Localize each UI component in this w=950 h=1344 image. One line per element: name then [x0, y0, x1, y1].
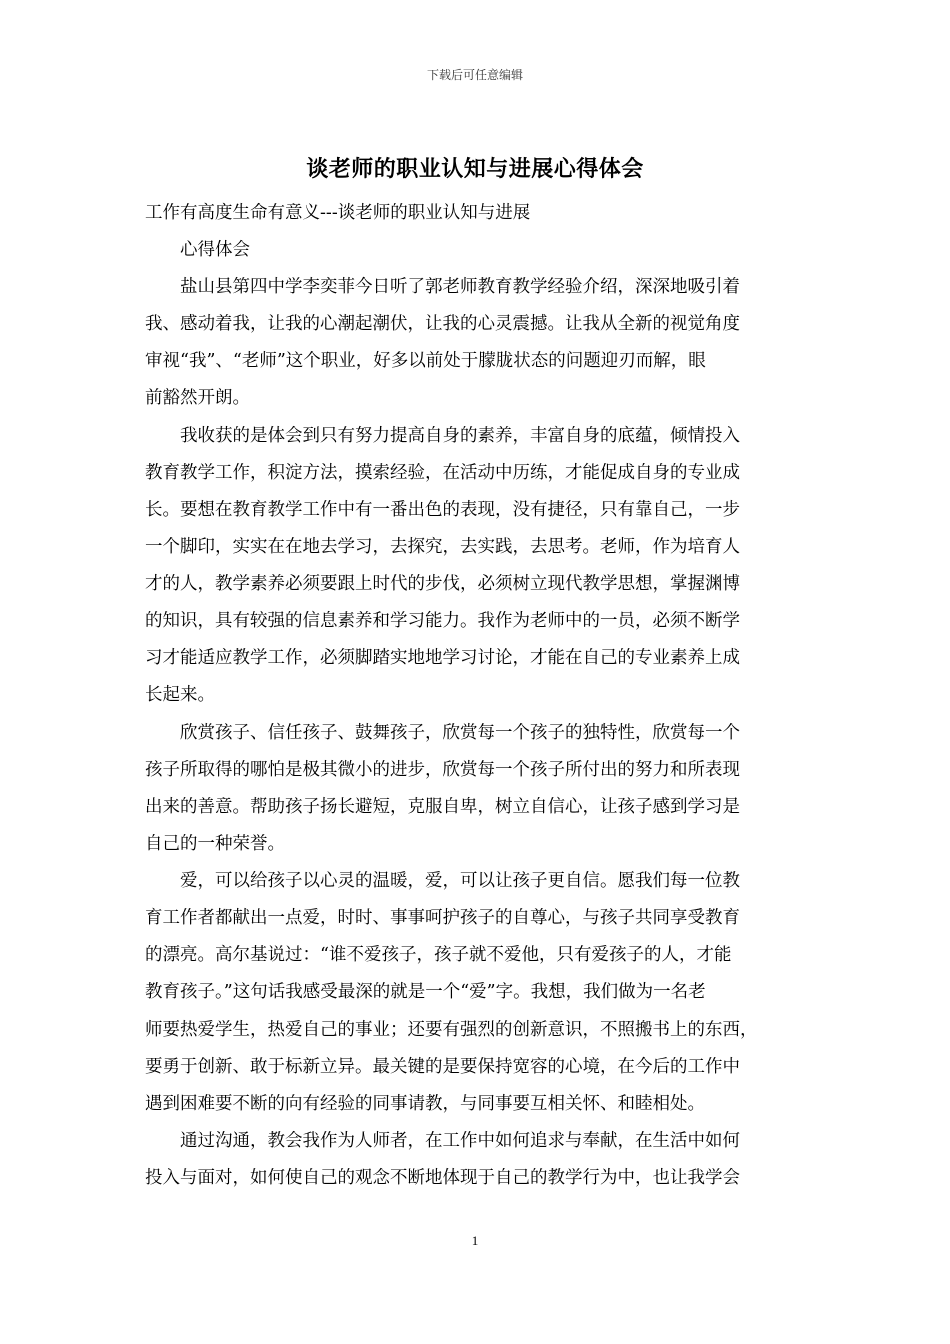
text-line: 前豁然开朗。 — [145, 388, 250, 408]
text-line: 盐山县第四中学李奕菲今日听了郭老师教育教学经验介绍，深深地吸引着 — [145, 277, 740, 297]
page-header: 下载后可任意编辑 — [426, 68, 523, 82]
text-line: 我、感动着我，让我的心潮起潮伏，让我的心灵震撼。让我从全新的视觉角度 — [145, 314, 740, 334]
text-line: 师要热爱学生，热爱自己的事业；还要有强烈的创新意识，不照搬书上的东西， — [145, 1020, 758, 1040]
text-line: 出来的善意。帮助孩子扬长避短，克服自卑，树立自信心，让孩子感到学习是 — [145, 797, 740, 817]
text-line: 遇到困难要不断的向有经验的同事请教，与同事要互相关怀、和睦相处。 — [145, 1094, 705, 1114]
text-line: 的漂亮。高尔基说过：“谁不爱孩子，孩子就不爱他，只有爱孩子的人，才能 — [145, 945, 732, 965]
page-number: 1 — [471, 1233, 479, 1248]
text-line: 教育孩子。”这句话我感受最深的就是一个“爱”字。我想，我们做为一名老 — [145, 982, 706, 1002]
text-line: 通过沟通，教会我作为人师者，在工作中如何追求与奉献，在生活中如何 — [145, 1131, 740, 1151]
text-line: 投入与面对，如何使自己的观念不断地体现于自己的教学行为中，也让我学会 — [145, 1168, 740, 1188]
text-line: 自己的一种荣誉。 — [145, 834, 285, 854]
text-line: 孩子所取得的哪怕是极其微小的进步，欣赏每一个孩子所付出的努力和所表现 — [145, 760, 740, 780]
text-line: 长。要想在教育教学工作中有一番出色的表现，没有捷径，只有靠自己，一步 — [145, 500, 740, 520]
text-line: 育工作者都献出一点爱，时时、事事呵护孩子的自尊心，与孩子共同享受教育 — [145, 908, 740, 928]
text-line: 要勇于创新、敢于标新立异。最关键的是要保持宽容的心境，在今后的工作中 — [145, 1057, 740, 1077]
text-line: 审视“我”、“老师”这个职业，好多以前处于朦胧状态的问题迎刃而解，眼 — [145, 351, 706, 371]
text-line: 长起来。 — [145, 685, 215, 705]
text-line: 心得体会 — [145, 240, 250, 260]
text-line: 我收获的是体会到只有努力提高自身的素养，丰富自身的底蕴，倾情投入 — [145, 426, 740, 446]
text-line: 一个脚印，实实在在地去学习，去探究，去实践，去思考。老师，作为培育人 — [145, 537, 740, 557]
text-line: 习才能适应教学工作，必须脚踏实地地学习讨论，才能在自己的专业素养上成 — [145, 648, 740, 668]
text-line: 欣赏孩子、信任孩子、鼓舞孩子，欣赏每一个孩子的独特性，欣赏每一个 — [145, 723, 740, 743]
text-line: 才的人，教学素养必须要跟上时代的步伐，必须树立现代教学思想，掌握渊博 — [145, 574, 740, 594]
text-line: 爱，可以给孩子以心灵的温暖，爱，可以让孩子更自信。愿我们每一位教 — [145, 871, 740, 891]
text-line: 教育教学工作，积淀方法，摸索经验，在活动中历练，才能促成自身的专业成 — [145, 463, 740, 483]
text-line: 工作有高度生命有意义---谈老师的职业认知与进展 — [145, 203, 531, 223]
text-line: 的知识，具有较强的信息素养和学习能力。我作为老师中的一员，必须不断学 — [145, 611, 740, 631]
document-title: 谈老师的职业认知与进展心得体会 — [306, 157, 644, 182]
